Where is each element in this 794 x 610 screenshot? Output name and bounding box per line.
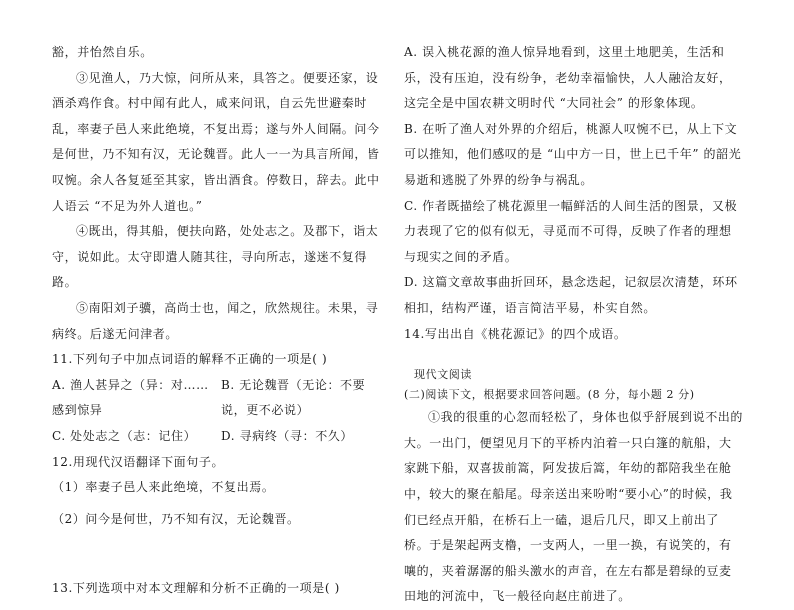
passage-fragment: 豁，并怡然自乐。: [52, 45, 153, 59]
modern-reading-title: 现代文阅读: [414, 368, 472, 382]
question-12-stem: 12.用现代汉语翻译下面句子。: [52, 454, 225, 469]
right-column: [404, 40, 744, 610]
question-14-stem: 14.写出出自《桃花源记》的四个成语。: [404, 326, 627, 341]
passage-paragraph-5: ⑤南阳刘子骥，高尚士也，闻之，欣然规往。未果，寻病终。后遂无问津者。: [52, 300, 379, 341]
modern-passage-paragraph-1: ①我的很重的心忽而轻松了，身体也似乎舒展到说不出的大。一出门，便望见月下的平桥内泊着一只白篷的航船，大家跳下船，双喜拔前篙，阿发拔后篙，年幼的都陪我坐在舱中，较大的聚在船尾。母亲送出来吩咐“要小心”的时候，我们已经点开船，在桥石上一磕，退后几尺，即又上前出了桥。于是架起两支橹，一支两人，一里一换，有说笑的，有嚷的，夹着潺潺的船头激水的声音，在左右都是碧绿的豆麦田地的河流中，飞一般径向赵庄前进了。: [404, 410, 744, 604]
question-13-option-a: A. 误入桃花源的渔人惊异地看到，这里土地肥美，生活和乐，没有压迫，没有纷争，老幼幸福愉快，人人融洽友好，这完全是中国农耕文明时代 “大同社会” 的形象体现。: [404, 45, 732, 111]
passage-paragraph-4: ④既出，得其船，便扶向路，处处志之。及郡下，诣太守，说如此。太守即遣人随其往，寻向所志，遂迷不复得路。: [52, 224, 379, 290]
question-11-option-a: A. 渔人甚异之（异：对……感到惊异: [52, 377, 209, 418]
question-11-option-b: B. 无论魏晋（无论：不要说，更不必说）: [221, 377, 366, 418]
question-13-option-c: C. 作者既描绘了桃花源里一幅鲜活的人间生活的图景，又极力表现了它的似有似无，寻觅而不可得，反映了作者的理想与现实之间的矛盾。: [404, 198, 738, 264]
section-header: (二)阅读下文，根据要求回答问题。(8 分，每小题 2 分): [404, 388, 695, 402]
question-11-option-c: C. 处处志之（志：记住）: [52, 428, 197, 443]
question-13-stem: 13.下列选项中对本文理解和分析不正确的一项是( ): [52, 581, 340, 596]
question-11-options-row1: [52, 373, 390, 424]
question-12-sentence-1: （1）率妻子邑人来此绝境，不复出焉。: [52, 480, 275, 495]
question-12-sentence-2: （2）问今是何世，乃不知有汉，无论魏晋。: [52, 511, 300, 526]
question-13-option-d: D. 这篇文章故事曲折回环，悬念迭起，记叙层次清楚，环环相扣，结构严谨，语言简洁平易，朴实自然。: [404, 275, 738, 315]
question-11-stem: 11.下列句子中加点词语的解释不正确的一项是( ): [52, 352, 328, 367]
question-13-option-b: B. 在听了渔人对外界的介绍后，桃源人叹惋不已，从上下文可以推知，他们感叹的是 “山中方一日，世上已千年” 的韶光易逝和逃脱了外界的纷争与祸乱。: [404, 121, 742, 187]
question-11-options-row2: [52, 424, 390, 450]
question-11-option-d: D. 寻病终（寻：不久）: [221, 428, 354, 443]
left-column: [52, 40, 390, 602]
passage-paragraph-3: ③见渔人，乃大惊，问所从来，具答之。便要还家，设酒杀鸡作食。村中闻有此人，咸来问讯，自云先世避秦时乱，率妻子邑人来此绝境，不复出焉；遂与外人间隔。问今是何世，乃不知有汉，无论魏晋。此人一一为具言所闻，皆叹惋。余人各复延至其家，皆出酒食。停数日，辞去。此中人语云 “不足为外人道也。”: [52, 70, 380, 213]
